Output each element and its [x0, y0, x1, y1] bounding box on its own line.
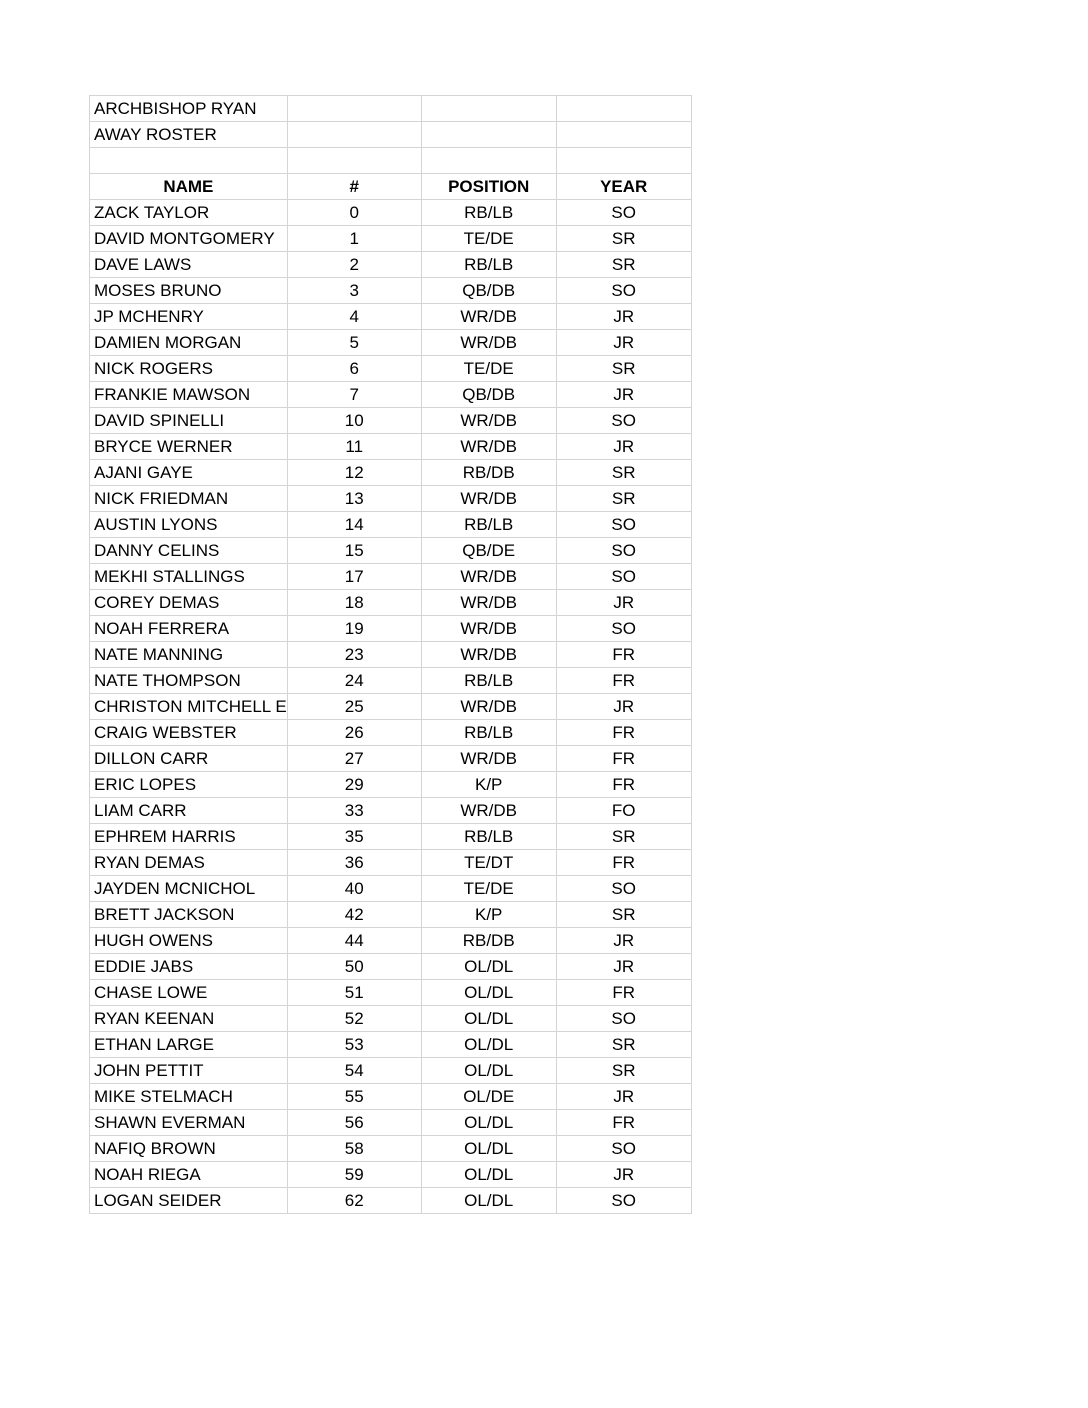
- player-number: 19: [287, 616, 421, 642]
- table-row: [90, 460, 692, 486]
- player-position: K/P: [421, 772, 556, 798]
- column-header-year: YEAR: [556, 174, 691, 200]
- player-name: ETHAN LARGE: [90, 1032, 288, 1058]
- player-position: TE/DT: [421, 850, 556, 876]
- player-position: WR/DB: [421, 304, 556, 330]
- player-name: ZACK TAYLOR: [90, 200, 288, 226]
- table-row: [90, 226, 692, 252]
- table-row: [90, 798, 692, 824]
- player-number: 5: [287, 330, 421, 356]
- player-position: OL/DL: [421, 1136, 556, 1162]
- player-name: DAVID SPINELLI: [90, 408, 288, 434]
- player-name: FRANKIE MAWSON: [90, 382, 288, 408]
- player-year: SR: [556, 902, 691, 928]
- player-number: 56: [287, 1110, 421, 1136]
- empty-cell: [421, 148, 556, 174]
- player-name: NICK FRIEDMAN: [90, 486, 288, 512]
- empty-cell: [556, 148, 691, 174]
- player-position: WR/DB: [421, 330, 556, 356]
- player-year: FR: [556, 1110, 691, 1136]
- player-year: JR: [556, 434, 691, 460]
- table-row: [90, 902, 692, 928]
- column-header-number: #: [287, 174, 421, 200]
- player-number: 10: [287, 408, 421, 434]
- table-row: [90, 382, 692, 408]
- player-name: HUGH OWENS: [90, 928, 288, 954]
- player-name: EPHREM HARRIS: [90, 824, 288, 850]
- player-name: BRYCE WERNER: [90, 434, 288, 460]
- player-number: 58: [287, 1136, 421, 1162]
- player-name: AJANI GAYE: [90, 460, 288, 486]
- roster-body: [90, 96, 692, 1214]
- player-year: SO: [556, 200, 691, 226]
- table-row: [90, 746, 692, 772]
- table-row: [90, 1136, 692, 1162]
- player-name: COREY DEMAS: [90, 590, 288, 616]
- table-row: [90, 876, 692, 902]
- player-position: OL/DL: [421, 1162, 556, 1188]
- player-year: FR: [556, 720, 691, 746]
- player-year: JR: [556, 928, 691, 954]
- player-name: NOAH FERRERA: [90, 616, 288, 642]
- table-row: [90, 1162, 692, 1188]
- player-number: 26: [287, 720, 421, 746]
- player-year: SO: [556, 1006, 691, 1032]
- empty-cell: [287, 96, 421, 122]
- player-name: RYAN DEMAS: [90, 850, 288, 876]
- player-position: RB/LB: [421, 720, 556, 746]
- table-row: [90, 200, 692, 226]
- player-year: FR: [556, 746, 691, 772]
- player-year: SR: [556, 252, 691, 278]
- player-name: DILLON CARR: [90, 746, 288, 772]
- table-row: [90, 564, 692, 590]
- player-position: TE/DE: [421, 356, 556, 382]
- player-name: CHASE LOWE: [90, 980, 288, 1006]
- player-name: NICK ROGERS: [90, 356, 288, 382]
- player-number: 7: [287, 382, 421, 408]
- player-position: RB/LB: [421, 668, 556, 694]
- player-position: WR/DB: [421, 590, 556, 616]
- player-number: 29: [287, 772, 421, 798]
- player-name: DANNY CELINS: [90, 538, 288, 564]
- table-row: [90, 434, 692, 460]
- title-row: [90, 96, 692, 122]
- player-name: AUSTIN LYONS: [90, 512, 288, 538]
- player-number: 50: [287, 954, 421, 980]
- empty-cell: [556, 122, 691, 148]
- player-position: QB/DB: [421, 382, 556, 408]
- player-name: JOHN PETTIT: [90, 1058, 288, 1084]
- player-year: JR: [556, 1162, 691, 1188]
- player-year: SR: [556, 356, 691, 382]
- column-header-name: NAME: [90, 174, 288, 200]
- empty-cell: [556, 96, 691, 122]
- player-position: RB/LB: [421, 252, 556, 278]
- player-name: ERIC LOPES: [90, 772, 288, 798]
- player-year: JR: [556, 382, 691, 408]
- roster-table: [89, 95, 692, 1214]
- player-number: 17: [287, 564, 421, 590]
- player-name: RYAN KEENAN: [90, 1006, 288, 1032]
- table-row: [90, 824, 692, 850]
- table-row: [90, 1032, 692, 1058]
- table-row: [90, 486, 692, 512]
- table-row: [90, 1084, 692, 1110]
- empty-cell: [287, 148, 421, 174]
- header-row: [90, 174, 692, 200]
- player-number: 54: [287, 1058, 421, 1084]
- player-position: RB/LB: [421, 824, 556, 850]
- player-number: 1: [287, 226, 421, 252]
- player-position: WR/DB: [421, 798, 556, 824]
- player-name: DAVE LAWS: [90, 252, 288, 278]
- player-name: MIKE STELMACH: [90, 1084, 288, 1110]
- player-name: NATE THOMPSON: [90, 668, 288, 694]
- player-number: 18: [287, 590, 421, 616]
- player-name: BRETT JACKSON: [90, 902, 288, 928]
- player-number: 6: [287, 356, 421, 382]
- player-name: CRAIG WEBSTER: [90, 720, 288, 746]
- empty-cell: [421, 122, 556, 148]
- player-year: SO: [556, 876, 691, 902]
- table-row: [90, 304, 692, 330]
- player-year: FR: [556, 850, 691, 876]
- player-position: WR/DB: [421, 408, 556, 434]
- player-name: JP MCHENRY: [90, 304, 288, 330]
- player-name: MEKHI STALLINGS: [90, 564, 288, 590]
- table-row: [90, 1058, 692, 1084]
- table-row: [90, 1006, 692, 1032]
- table-row: [90, 278, 692, 304]
- player-number: 24: [287, 668, 421, 694]
- player-position: RB/DB: [421, 928, 556, 954]
- table-row: [90, 1188, 692, 1214]
- player-number: 12: [287, 460, 421, 486]
- table-row: [90, 954, 692, 980]
- player-position: TE/DE: [421, 876, 556, 902]
- empty-cell: [287, 122, 421, 148]
- player-number: 42: [287, 902, 421, 928]
- player-number: 3: [287, 278, 421, 304]
- player-year: FR: [556, 980, 691, 1006]
- table-row: [90, 408, 692, 434]
- table-row: [90, 642, 692, 668]
- player-name: NAFIQ BROWN: [90, 1136, 288, 1162]
- table-row: [90, 668, 692, 694]
- empty-cell: [421, 96, 556, 122]
- player-number: 36: [287, 850, 421, 876]
- player-number: 11: [287, 434, 421, 460]
- player-number: 40: [287, 876, 421, 902]
- player-position: OL/DL: [421, 1110, 556, 1136]
- player-number: 2: [287, 252, 421, 278]
- player-position: WR/DB: [421, 434, 556, 460]
- player-position: OL/DL: [421, 954, 556, 980]
- player-number: 52: [287, 1006, 421, 1032]
- player-number: 25: [287, 694, 421, 720]
- subtitle-row: [90, 122, 692, 148]
- player-year: SO: [556, 1136, 691, 1162]
- player-year: SR: [556, 460, 691, 486]
- roster-title: AWAY ROSTER: [90, 122, 288, 148]
- player-year: JR: [556, 304, 691, 330]
- table-row: [90, 330, 692, 356]
- table-row: [90, 512, 692, 538]
- player-name: JAYDEN MCNICHOL: [90, 876, 288, 902]
- player-position: OL/DE: [421, 1084, 556, 1110]
- player-number: 33: [287, 798, 421, 824]
- player-name: DAMIEN MORGAN: [90, 330, 288, 356]
- player-year: FR: [556, 668, 691, 694]
- player-position: OL/DL: [421, 1188, 556, 1214]
- player-position: QB/DE: [421, 538, 556, 564]
- player-year: SO: [556, 1188, 691, 1214]
- player-number: 53: [287, 1032, 421, 1058]
- player-number: 15: [287, 538, 421, 564]
- player-number: 13: [287, 486, 421, 512]
- table-row: [90, 850, 692, 876]
- player-name: MOSES BRUNO: [90, 278, 288, 304]
- table-row: [90, 1110, 692, 1136]
- player-number: 44: [287, 928, 421, 954]
- empty-cell: [90, 148, 288, 174]
- player-position: OL/DL: [421, 1006, 556, 1032]
- player-position: WR/DB: [421, 486, 556, 512]
- player-name: EDDIE JABS: [90, 954, 288, 980]
- player-number: 14: [287, 512, 421, 538]
- player-number: 59: [287, 1162, 421, 1188]
- player-year: FO: [556, 798, 691, 824]
- table-row: [90, 928, 692, 954]
- player-year: SO: [556, 564, 691, 590]
- player-name: CHRISTON MITCHELL E: [90, 694, 288, 720]
- school-name: ARCHBISHOP RYAN: [90, 96, 288, 122]
- player-year: FR: [556, 642, 691, 668]
- player-year: FR: [556, 772, 691, 798]
- player-position: RB/DB: [421, 460, 556, 486]
- player-year: SR: [556, 226, 691, 252]
- player-number: 62: [287, 1188, 421, 1214]
- player-year: SR: [556, 824, 691, 850]
- player-position: WR/DB: [421, 564, 556, 590]
- player-year: SO: [556, 616, 691, 642]
- player-year: JR: [556, 694, 691, 720]
- player-year: SO: [556, 538, 691, 564]
- player-number: 0: [287, 200, 421, 226]
- table-row: [90, 356, 692, 382]
- player-year: JR: [556, 1084, 691, 1110]
- player-year: JR: [556, 330, 691, 356]
- player-year: SO: [556, 278, 691, 304]
- table-row: [90, 252, 692, 278]
- player-position: TE/DE: [421, 226, 556, 252]
- player-year: SR: [556, 1032, 691, 1058]
- player-year: SO: [556, 512, 691, 538]
- player-name: LIAM CARR: [90, 798, 288, 824]
- player-number: 4: [287, 304, 421, 330]
- column-header-position: POSITION: [421, 174, 556, 200]
- table-row: [90, 616, 692, 642]
- table-row: [90, 694, 692, 720]
- player-position: RB/LB: [421, 512, 556, 538]
- player-position: WR/DB: [421, 642, 556, 668]
- player-position: QB/DB: [421, 278, 556, 304]
- player-number: 35: [287, 824, 421, 850]
- player-year: JR: [556, 954, 691, 980]
- player-position: RB/LB: [421, 200, 556, 226]
- player-name: SHAWN EVERMAN: [90, 1110, 288, 1136]
- player-name: DAVID MONTGOMERY: [90, 226, 288, 252]
- player-position: K/P: [421, 902, 556, 928]
- table-row: [90, 590, 692, 616]
- blank-row: [90, 148, 692, 174]
- player-name: NOAH RIEGA: [90, 1162, 288, 1188]
- player-position: OL/DL: [421, 1032, 556, 1058]
- player-position: OL/DL: [421, 980, 556, 1006]
- player-year: JR: [556, 590, 691, 616]
- player-year: SO: [556, 408, 691, 434]
- table-row: [90, 772, 692, 798]
- player-position: WR/DB: [421, 694, 556, 720]
- player-position: WR/DB: [421, 746, 556, 772]
- player-position: WR/DB: [421, 616, 556, 642]
- player-name: NATE MANNING: [90, 642, 288, 668]
- player-year: SR: [556, 486, 691, 512]
- player-number: 23: [287, 642, 421, 668]
- table-row: [90, 980, 692, 1006]
- player-name: LOGAN SEIDER: [90, 1188, 288, 1214]
- player-number: 27: [287, 746, 421, 772]
- table-row: [90, 720, 692, 746]
- player-year: SR: [556, 1058, 691, 1084]
- player-number: 51: [287, 980, 421, 1006]
- player-number: 55: [287, 1084, 421, 1110]
- table-row: [90, 538, 692, 564]
- player-position: OL/DL: [421, 1058, 556, 1084]
